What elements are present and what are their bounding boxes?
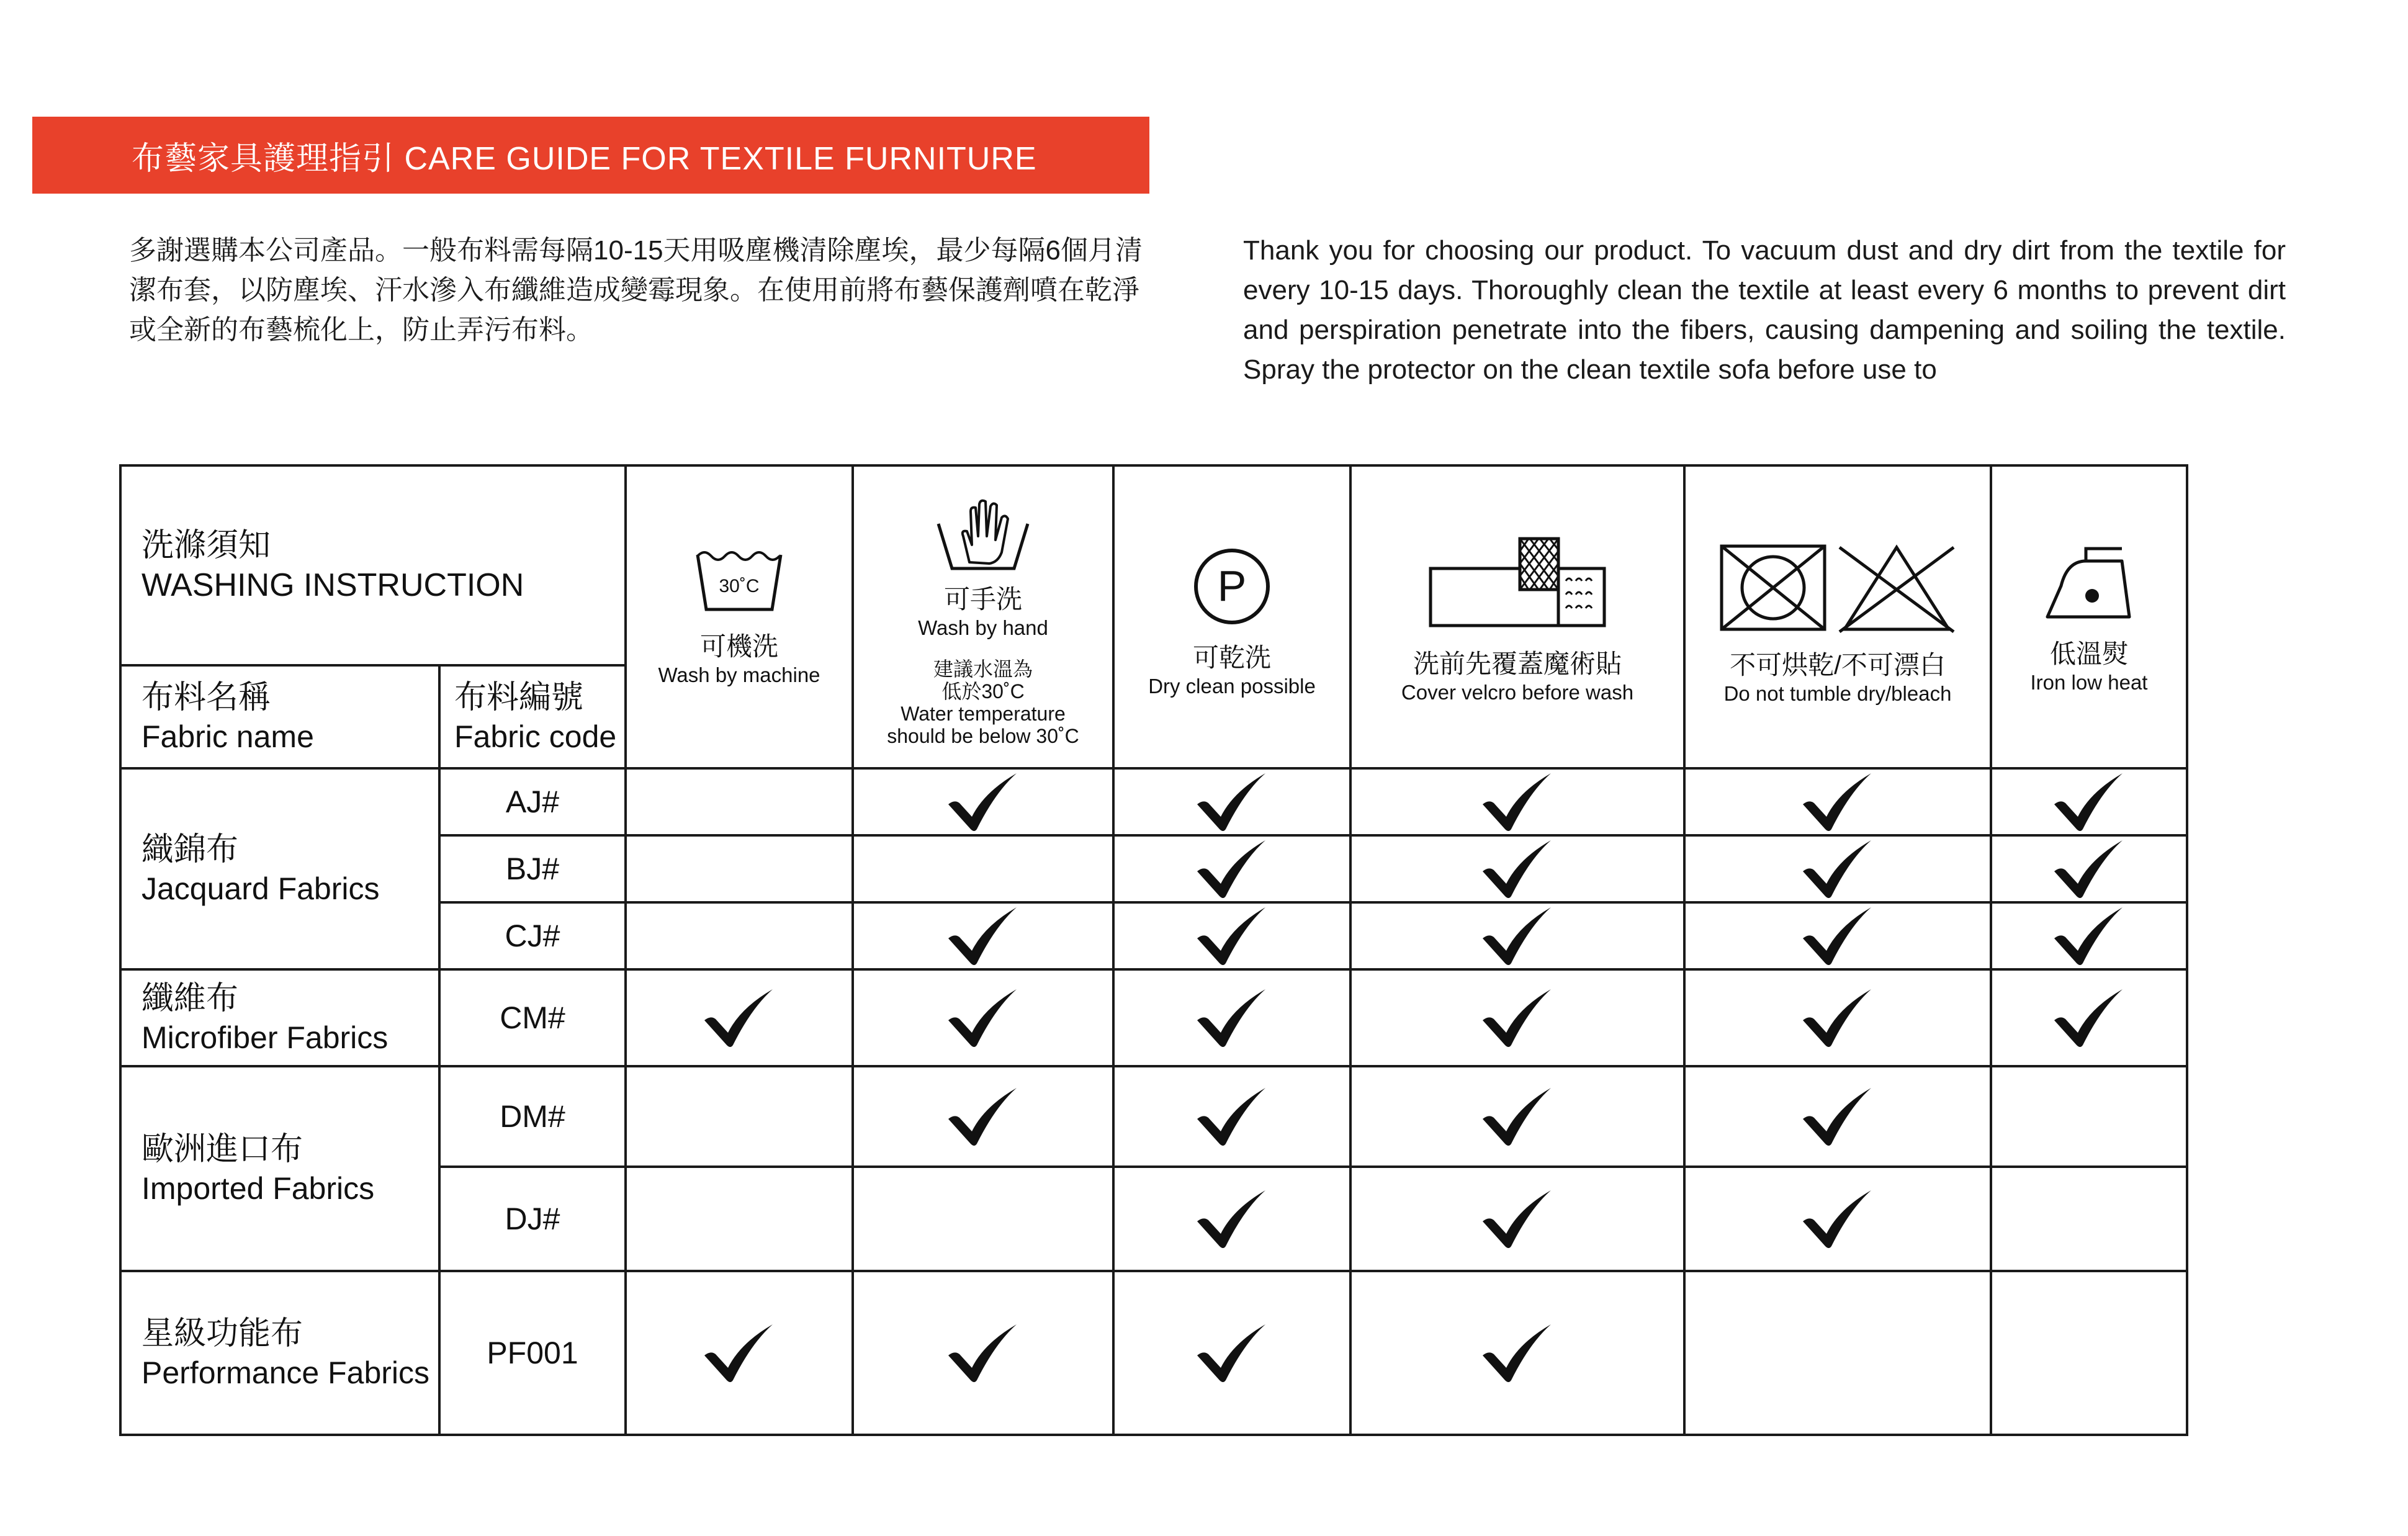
checkmark-icon	[1195, 771, 1269, 833]
fabric-group-jacquard	[120, 768, 439, 969]
fabric-group-imported	[120, 1066, 439, 1271]
checkmark-icon	[946, 771, 1020, 833]
check-cell	[626, 1271, 853, 1435]
checkmark-icon	[2052, 838, 2126, 900]
washing-instruction-zh: 洗滌須知	[142, 528, 271, 564]
check-cell	[626, 969, 853, 1066]
care-label-zh: 可手洗	[943, 585, 1022, 614]
care-header-iron-low	[1991, 465, 2187, 768]
fabric-code-cell: DJ#	[439, 1167, 626, 1271]
care-header-hand-wash	[853, 465, 1113, 768]
check-cell	[1350, 835, 1684, 902]
fabric-code-cell: CJ#	[439, 902, 626, 969]
check-cell	[1113, 1167, 1350, 1271]
check-cell	[1113, 902, 1350, 969]
dry-clean-letter: P	[1217, 562, 1247, 610]
table-row	[120, 1066, 2187, 1167]
table-row	[120, 768, 2187, 835]
fabric-group-en: Imported Fabrics	[142, 1171, 375, 1206]
check-cell	[1991, 902, 2187, 969]
fabric-code-cell: PF001	[439, 1271, 626, 1435]
check-cell	[1350, 902, 1684, 969]
care-label-zh: 不可烘乾/不可漂白	[1730, 650, 1946, 680]
check-cell	[1684, 902, 1991, 969]
machine-wash-30-icon	[693, 547, 786, 616]
water-temp-note-zh-1: 建議水溫為	[933, 658, 1033, 680]
check-cell	[626, 902, 853, 969]
checkmark-icon	[2052, 987, 2126, 1049]
check-cell	[1350, 969, 1684, 1066]
check-cell	[1991, 768, 2187, 835]
fabric-group-en: Microfiber Fabrics	[142, 1020, 389, 1055]
table-row	[120, 969, 2187, 1066]
check-cell	[1113, 969, 1350, 1066]
washing-instruction-header	[120, 465, 626, 665]
fabric-code-header	[439, 665, 626, 768]
checkmark-icon	[1800, 1188, 1875, 1250]
checkmark-icon	[1480, 905, 1555, 967]
velcro-icon	[1424, 534, 1611, 633]
check-cell	[853, 835, 1113, 902]
wash-temp-label: 30˚C	[719, 576, 760, 596]
checkmark-icon	[1480, 987, 1555, 1049]
fabric-group-zh: 織錦布	[142, 832, 239, 868]
water-temp-note-en-1: Water temperature	[901, 703, 1066, 725]
no-tumble-dry-bleach-icon	[1717, 541, 1959, 634]
fabric-code-cell: BJ#	[439, 835, 626, 902]
check-cell	[853, 1066, 1113, 1167]
checkmark-icon	[1800, 987, 1875, 1049]
check-cell	[1684, 768, 1991, 835]
check-cell	[626, 835, 853, 902]
checkmark-icon	[702, 987, 776, 1049]
fabric-name-zh: 布料名稱	[142, 680, 271, 716]
care-label-en: Dry clean possible	[1148, 675, 1316, 698]
check-cell	[853, 1167, 1113, 1271]
checkmark-icon	[1480, 838, 1555, 900]
care-header-dry-clean	[1113, 465, 1350, 768]
check-cell	[853, 969, 1113, 1066]
fabric-code-cell: DM#	[439, 1066, 626, 1167]
dry-clean-p-icon	[1192, 546, 1272, 627]
check-cell	[1684, 835, 1991, 902]
check-cell	[1113, 768, 1350, 835]
checkmark-icon	[1800, 771, 1875, 833]
check-cell	[626, 1066, 853, 1167]
care-label-en: Wash by machine	[658, 663, 820, 686]
intro-text-zh: 多謝選購本公司產品。一般布料需每隔10-15天用吸塵機清除塵埃，最少每隔6個月清潔布套，以防塵埃、汗水滲入布纖維造成變霉現象。在使用前將布藝保護劑噴在乾淨或全新的布藝梳化上，防止弄污布料。	[129, 235, 1143, 345]
check-cell	[1684, 1167, 1991, 1271]
check-cell	[853, 1271, 1113, 1435]
fabric-group-en: Performance Fabrics	[142, 1355, 430, 1390]
checkmark-icon	[1195, 838, 1269, 900]
fabric-name-en: Fabric name	[142, 719, 314, 754]
check-cell	[1991, 1066, 2187, 1167]
check-cell	[1113, 835, 1350, 902]
check-cell	[1113, 1066, 1350, 1167]
checkmark-icon	[2052, 771, 2126, 833]
checkmark-icon	[1480, 1085, 1555, 1148]
care-header-no-tumble-bleach	[1684, 465, 1991, 768]
check-cell	[1991, 835, 2187, 902]
checkmark-icon	[1480, 1188, 1555, 1250]
hand-wash-icon	[933, 493, 1033, 573]
check-cell	[1350, 1066, 1684, 1167]
checkmark-icon	[946, 1085, 1020, 1148]
check-cell	[626, 768, 853, 835]
checkmark-icon	[1195, 987, 1269, 1049]
check-cell	[1350, 1271, 1684, 1435]
check-cell	[1113, 1271, 1350, 1435]
header-banner	[32, 117, 1149, 194]
check-cell	[853, 902, 1113, 969]
checkmark-icon	[702, 1322, 776, 1384]
checkmark-icon	[1195, 1322, 1269, 1384]
fabric-code-zh: 布料編號	[454, 680, 584, 716]
checkmark-icon	[2052, 905, 2126, 967]
care-label-zh: 可乾洗	[1192, 643, 1271, 672]
intro-text-en: Thank you for choosing our product. To vacuum dust and dry dirt from the textile for every 10-15 days. Thoroughly clean the textile at least every 6 months to prevent dirt and perspiration penetrate into the fibers, causing dampening and soiling the textile. Spray the protector on the clean textile sofa before use to	[1243, 235, 2286, 385]
water-temp-note-zh-2: 低於30˚C	[941, 680, 1025, 703]
water-temp-note-en-2: should be below 30˚C	[887, 725, 1079, 747]
fabric-code-cell: CM#	[439, 969, 626, 1066]
checkmark-icon	[1480, 1322, 1555, 1384]
check-cell	[1350, 768, 1684, 835]
checkmark-icon	[1195, 1188, 1269, 1250]
checkmark-icon	[946, 1322, 1020, 1384]
care-label-en: Do not tumble dry/bleach	[1723, 682, 1952, 705]
care-header-velcro	[1350, 465, 1684, 768]
fabric-code-cell: AJ#	[439, 768, 626, 835]
fabric-group-microfiber	[120, 969, 439, 1066]
check-cell	[1350, 1167, 1684, 1271]
checkmark-icon	[1480, 771, 1555, 833]
check-cell	[1684, 1271, 1991, 1435]
checkmark-icon	[946, 905, 1020, 967]
washing-instruction-table	[119, 464, 2188, 1436]
checkmark-icon	[1800, 1085, 1875, 1148]
care-label-en: Cover velcro before wash	[1401, 681, 1634, 704]
check-cell	[1991, 1167, 2187, 1271]
table-row	[120, 1271, 2187, 1435]
care-header-machine-wash	[626, 465, 853, 768]
fabric-code-en: Fabric code	[454, 719, 617, 754]
washing-instruction-en: WASHING INSTRUCTION	[142, 567, 524, 603]
check-cell	[626, 1167, 853, 1271]
check-cell	[853, 768, 1113, 835]
check-cell	[1991, 1271, 2187, 1435]
checkmark-icon	[1800, 905, 1875, 967]
care-label-zh: 洗前先覆蓋魔術貼	[1413, 649, 1622, 678]
fabric-group-zh: 歐洲進口布	[142, 1131, 303, 1167]
care-label-zh: 低溫熨	[2049, 639, 2128, 668]
check-cell	[1991, 969, 2187, 1066]
fabric-name-header	[120, 665, 439, 768]
checkmark-icon	[1800, 838, 1875, 900]
fabric-group-performance	[120, 1271, 439, 1435]
care-label-en: Iron low heat	[2030, 671, 2148, 694]
fabric-group-zh: 纖維布	[142, 981, 239, 1017]
check-cell	[1684, 1066, 1991, 1167]
check-cell	[1684, 969, 1991, 1066]
care-label-zh: 可機洗	[699, 632, 778, 661]
banner-title: 布藝家具護理指引 CARE GUIDE FOR TEXTILE FURNITURE	[132, 140, 1037, 177]
iron-low-heat-icon	[2042, 542, 2136, 623]
checkmark-icon	[1195, 1085, 1269, 1148]
checkmark-icon	[1195, 905, 1269, 967]
care-label-en: Wash by hand	[918, 616, 1048, 639]
checkmark-icon	[946, 987, 1020, 1049]
fabric-group-zh: 星級功能布	[142, 1316, 303, 1352]
fabric-group-en: Jacquard Fabrics	[142, 871, 380, 906]
